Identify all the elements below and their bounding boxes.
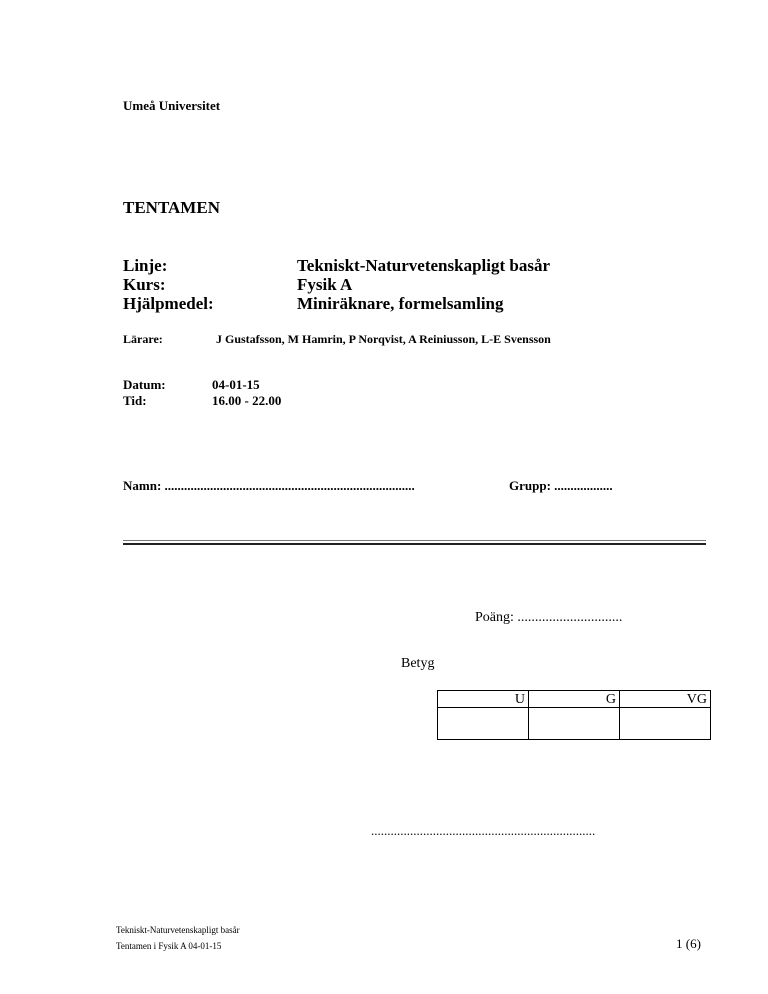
teachers-label: Lärare: xyxy=(123,332,163,346)
grade-cell-g[interactable] xyxy=(529,708,620,740)
name-field[interactable]: Namn: ............................................................................. xyxy=(123,478,415,493)
info-label-hjalpmedel: Hjälpmedel: xyxy=(123,294,214,313)
grade-column-vg: VG xyxy=(620,691,711,708)
grade-cell-vg[interactable] xyxy=(620,708,711,740)
grade-label: Betyg xyxy=(401,656,435,671)
date-label: Datum: xyxy=(123,377,166,392)
document-title: TENTAMEN xyxy=(123,198,220,217)
grade-table-entry-row xyxy=(438,708,711,740)
teachers-value: J Gustafsson, M Hamrin, P Norqvist, A Reiniusson, L-E Svensson xyxy=(216,332,551,346)
university-name: Umeå Universitet xyxy=(123,98,221,113)
separator-line xyxy=(123,540,706,541)
footer-program: Tekniskt-Naturvetenskapligt basår xyxy=(116,925,240,935)
info-value-linje: Tekniskt-Naturvetenskapligt basår xyxy=(297,256,550,275)
date-value: 04-01-15 xyxy=(212,377,260,392)
group-field[interactable]: Grupp: .................. xyxy=(509,478,613,493)
page-number: 1 (6) xyxy=(676,936,701,951)
info-label-linje: Linje: xyxy=(123,256,168,275)
grade-table-header-row xyxy=(438,691,711,708)
footer-exam: Tentamen i Fysik A 04-01-15 xyxy=(116,941,222,951)
time-label: Tid: xyxy=(123,393,147,408)
info-value-kurs: Fysik A xyxy=(297,275,353,294)
grade-column-u: U xyxy=(438,691,529,708)
time-value: 16.00 - 22.00 xyxy=(212,393,282,408)
info-value-hjalpmedel: Miniräknare, formelsamling xyxy=(297,294,504,313)
info-label-kurs: Kurs: xyxy=(123,275,166,294)
grade-table xyxy=(437,690,711,740)
points-field[interactable]: Poäng: .............................. xyxy=(475,610,623,625)
grade-cell-u[interactable] xyxy=(438,708,529,740)
grade-column-g: G xyxy=(529,691,620,708)
signature-line[interactable]: ..................................................................... xyxy=(371,823,596,838)
separator-line-thick xyxy=(123,543,706,545)
